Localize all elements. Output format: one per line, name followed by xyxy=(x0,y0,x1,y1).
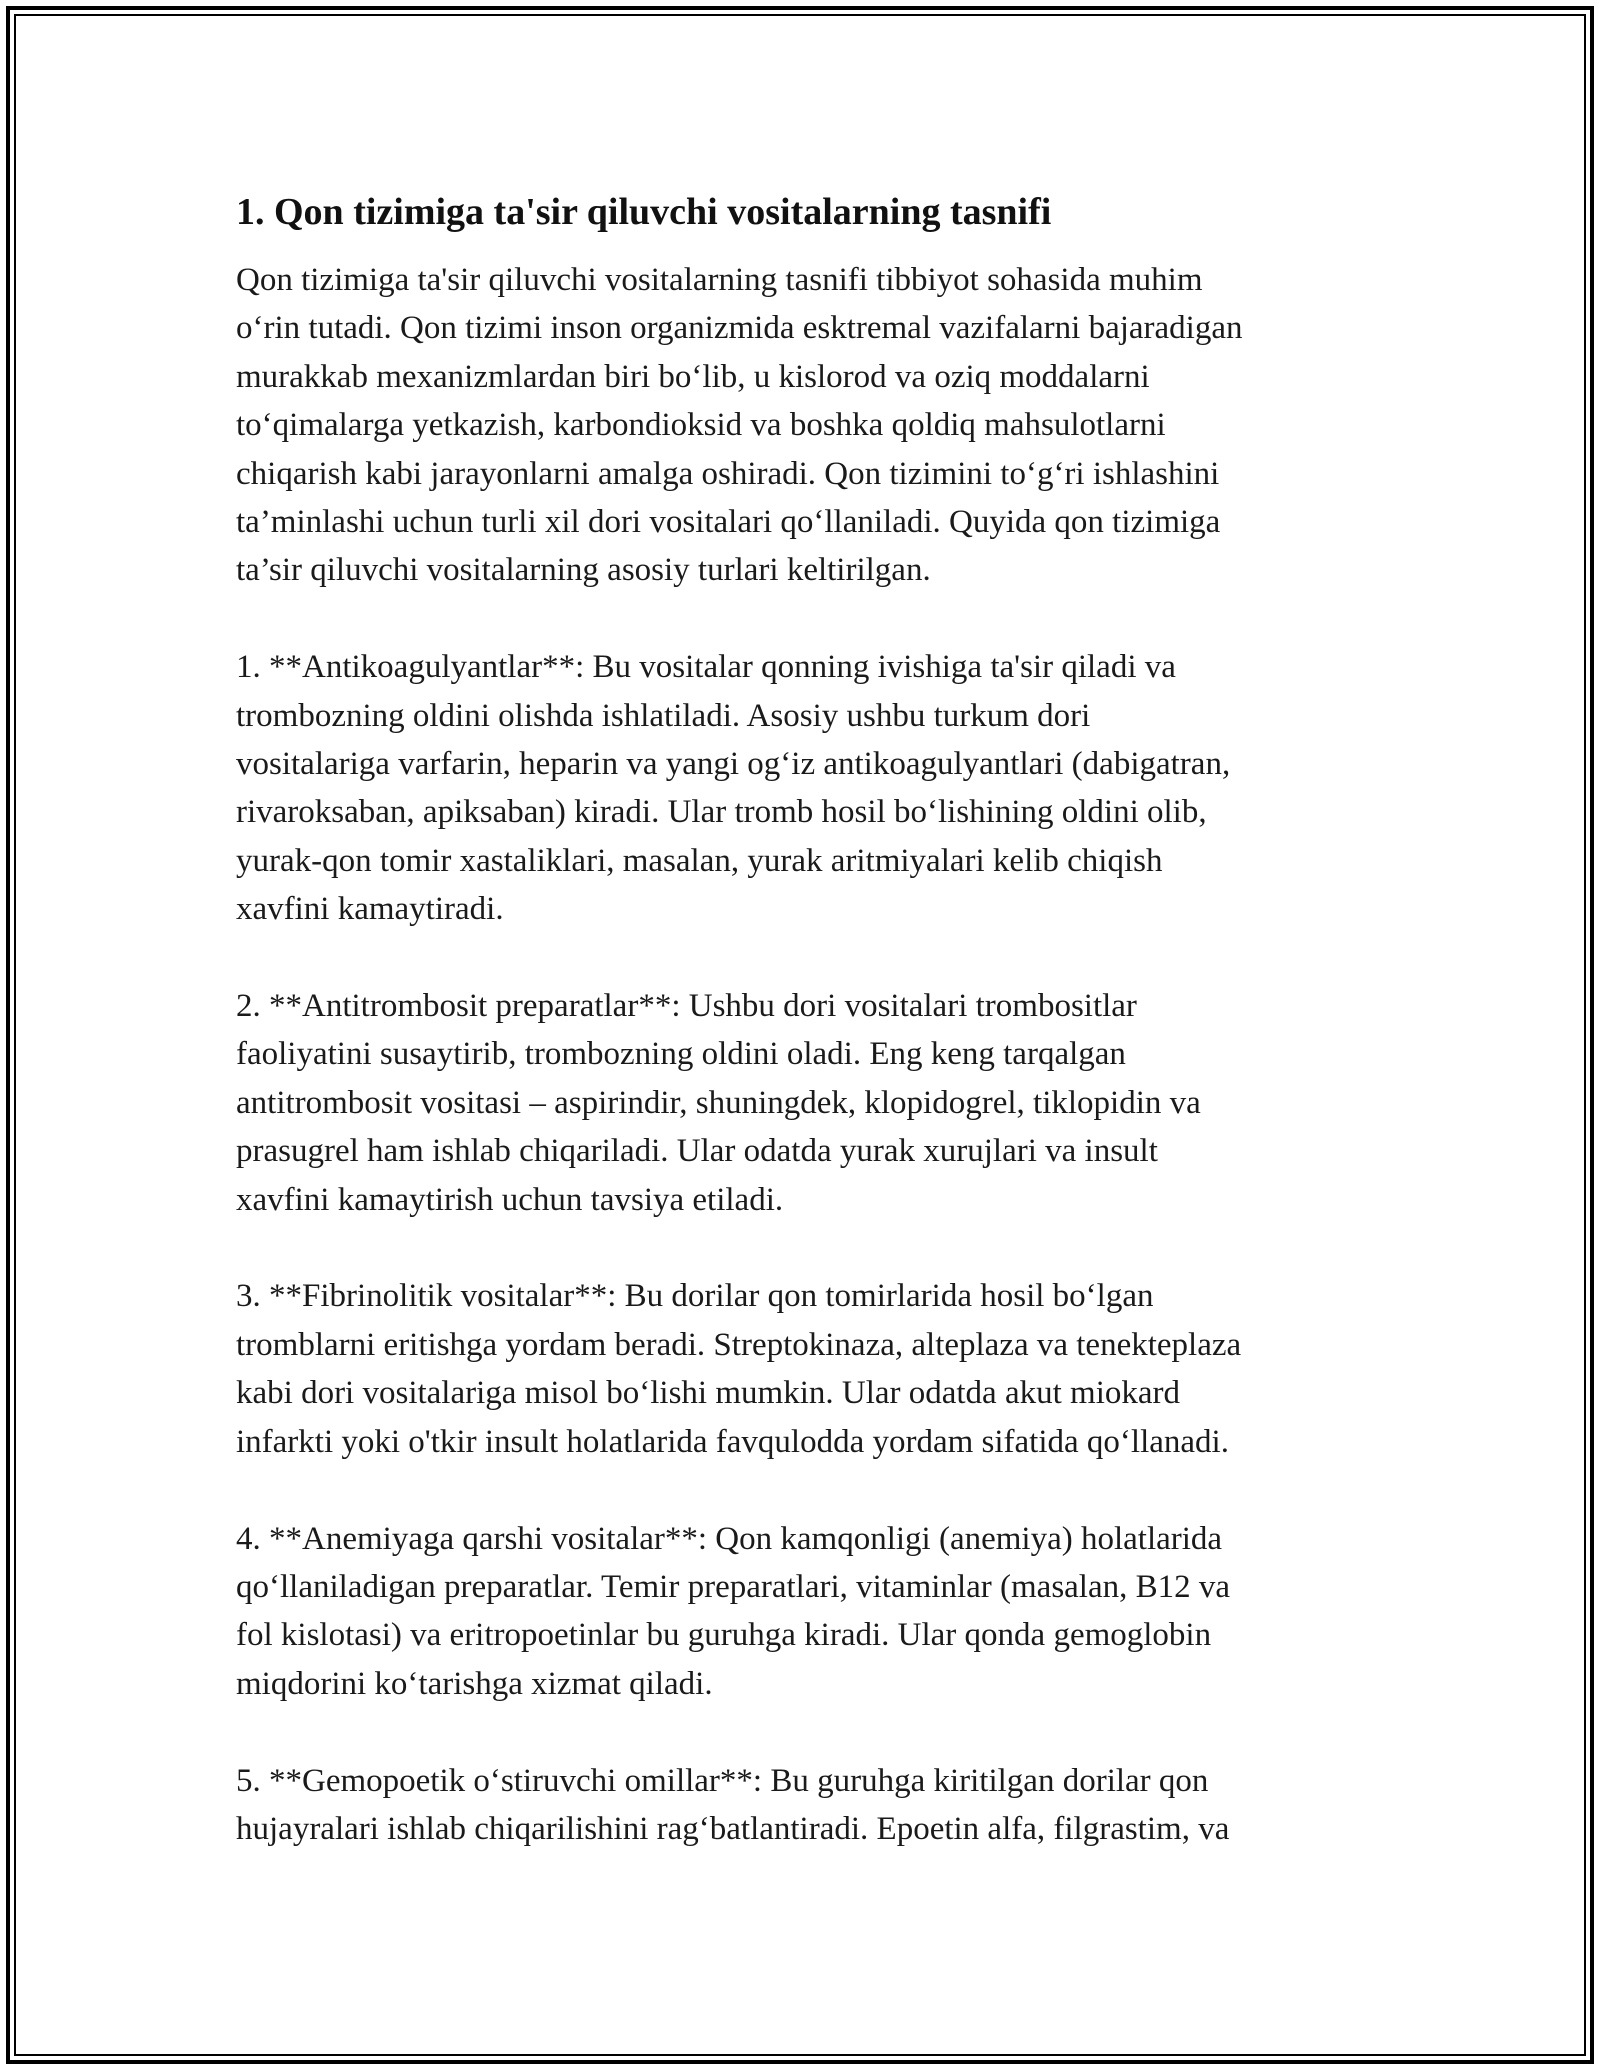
paragraph-antikoagulyantlar: 1. **Antikoagulyantlar**: Bu vositalar qonning ivishiga ta'sir qiladi va trombozning oldini olishda ishlatiladi. Asosiy ushbu turkum dori vositalariga varfarin, heparin va yangi og‘iz antikoagulyantlari (dabigatran, rivaroksaban, apiksaban) kiradi. Ular tromb hosil bo‘lishining oldini olib, yurak-qon tomir xastaliklari, masalan, yurak aritmiyalari kelib chiqish xavfini kamaytiradi. xyxy=(236,649,1231,928)
paragraph-gemopoetik: 5. **Gemopoetik o‘stiruvchi omillar**: Bu guruhga kiritilgan dorilar qon hujayralari ishlab chiqarilishini rag‘batlantiradi. Epoetin alfa, filgrastim, va xyxy=(236,1762,1230,1847)
paragraph-fibrinolitik: 3. **Fibrinolitik vositalar**: Bu dorilar qon tomirlarida hosil bo‘lgan tromblarni eritishga yordam beradi. Streptokinaza, alteplaza va tenekteplaza kabi dori vositalariga misol bo‘lishi mumkin. Ular odatda akut miokard infarkti yoki o'tkir insult holatlarida favqulodda yordam sifatida qo‘llanadi. xyxy=(236,1278,1242,1460)
document-body xyxy=(236,186,1372,1902)
intro-paragraph: Qon tizimiga ta'sir qiluvchi vositalarning tasnifi tibbiyot sohasida muhim o‘rin tutadi. Qon tizimi inson organizmida esktremal vazifalarni bajaradigan murakkab mexanizmlardan biri bo‘lib, u kislorod va oziq moddalarni to‘qimalarga yetkazish, karbondioksid va boshka qoldiq mahsulotlarni chiqarish kabi jarayonlarni amalga oshiradi. Qon tizimini to‘g‘ri ishlashini ta’minlashi uchun turli xil dori vositalari qo‘llaniladi. Quyida qon tizimiga ta’sir qiluvchi vositalarning asosiy turlari keltirilgan. xyxy=(236,262,1243,589)
paragraph-anemiya: 4. **Anemiyaga qarshi vositalar**: Qon kamqonligi (anemiya) holatlarida qo‘llaniladigan preparatlar. Temir preparatlari, vitaminlar (masalan, B12 va fol kislotasi) va eritropoetinlar bu guruhga kiradi. Ular qonda gemoglobin miqdorini ko‘tarishga xizmat qiladi. xyxy=(236,1520,1231,1702)
section-heading: 1. Qon tizimiga ta'sir qiluvchi vositalarning tasnifi xyxy=(236,191,1052,233)
paragraph-antitrombosit: 2. **Antitrombosit preparatlar**: Ushbu dori vositalari trombositlar faoliyatini susaytirib, trombozning oldini oladi. Eng keng tarqalgan antitrombosit vositasi – aspirindir, shuningdek, klopidogrel, tiklopidin va prasugrel ham ishlab chiqariladi. Ular odatda yurak xurujlari va insult xavfini kamaytirish uchun tavsiya etiladi. xyxy=(236,988,1201,1218)
